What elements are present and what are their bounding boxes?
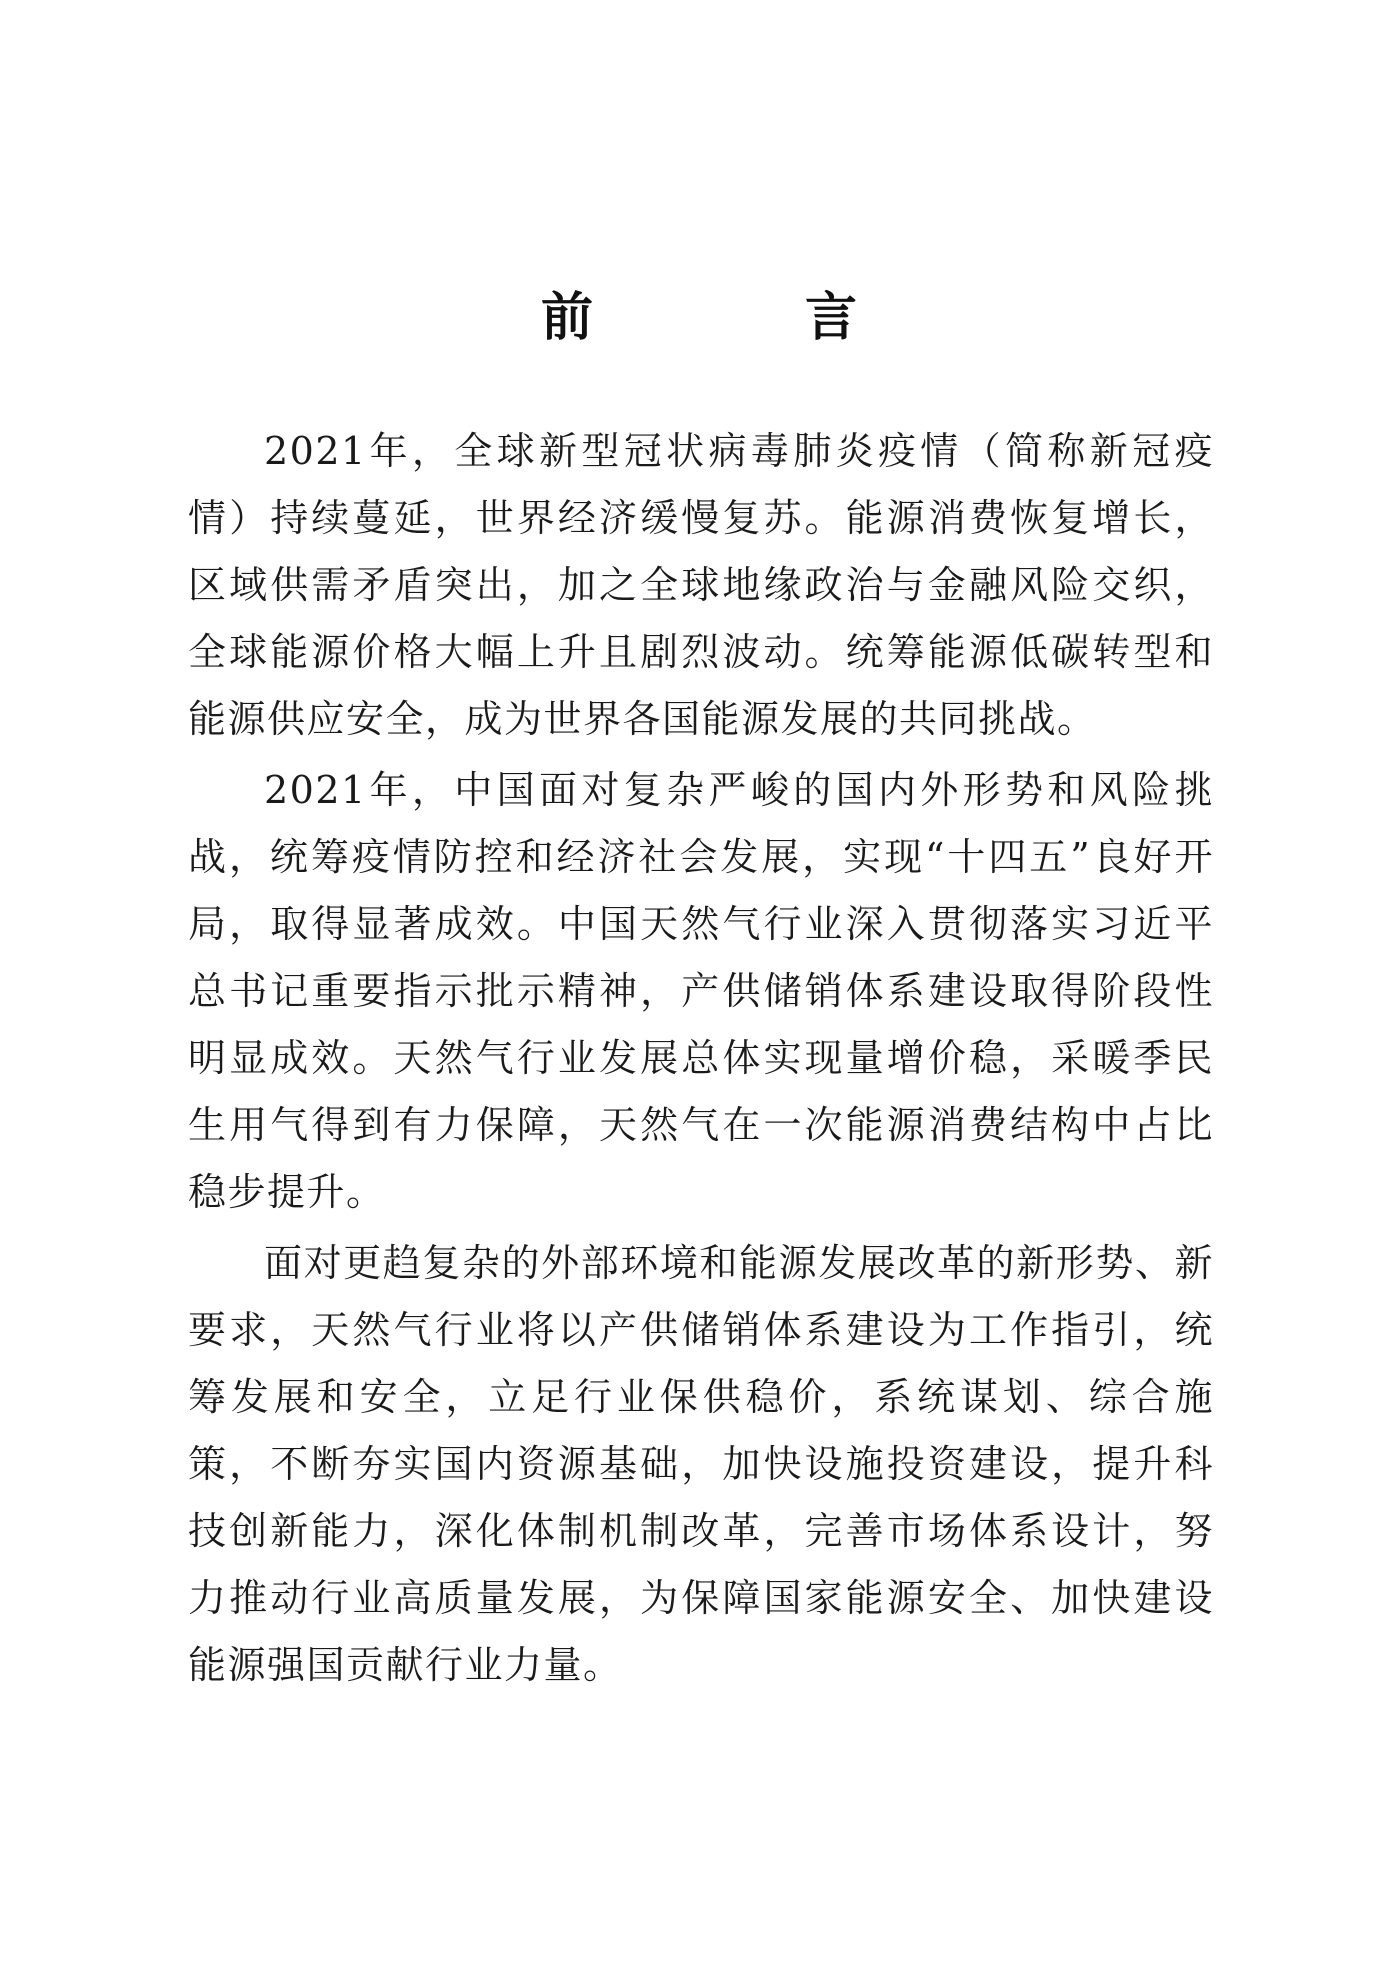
paragraph-2: 2021年，中国面对复杂严峻的国内外形势和风险挑战，统筹疫情防控和经济社会发展，实现“十四五”良好开局，取得显著成效。中国天然气行业深入贯彻落实习近平总书记重要指示批示精神，产供储销体系建设取得阶段性明显成效。天然气行业发展总体实现量增价稳，采暖季民生用气得到有力保障，天然气在一次能源消费结构中占比稳步提升。 — [188, 768, 1214, 1214]
preface-body — [188, 418, 1214, 1699]
paragraph-1: 2021年，全球新型冠状病毒肺炎疫情（简称新冠疫情）持续蔓延，世界经济缓慢复苏。能源消费恢复增长，区域供需矛盾突出，加之全球地缘政治与金融风险交织，全球能源价格大幅上升且剧烈波动。统筹能源低碳转型和能源供应安全，成为世界各国能源发展的共同挑战。 — [188, 429, 1214, 741]
paragraph-3: 面对更趋复杂的外部环境和能源发展改革的新形势、新要求，天然气行业将以产供储销体系建设为工作指引，统筹发展和安全，立足行业保供稳价，系统谋划、综合施策，不断夯实国内资源基础，加快设施投资建设，提升科技创新能力，深化体制机制改革，完善市场体系设计，努力推动行业高质量发展，为保障国家能源安全、加快建设能源强国贡献行业力量。 — [188, 1241, 1214, 1687]
page-title: 前 言 — [540, 288, 937, 348]
